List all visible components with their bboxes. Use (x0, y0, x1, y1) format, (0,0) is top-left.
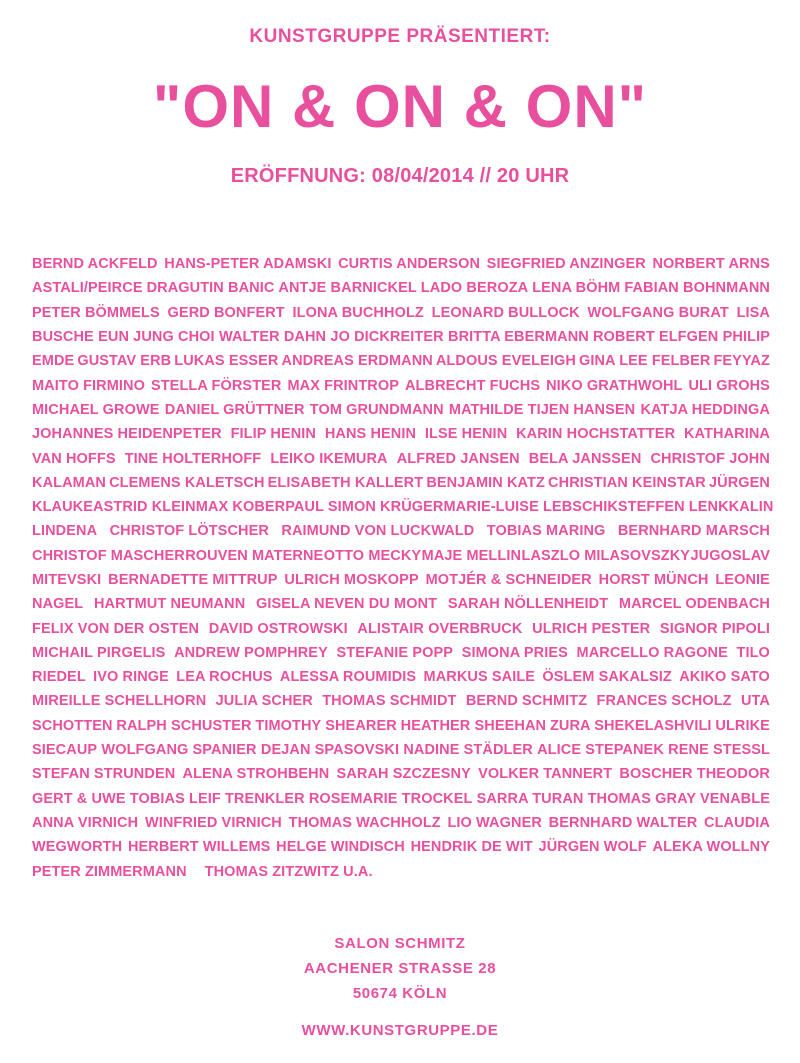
artist-line (32, 349, 770, 373)
artist-name: ALFRED JANSEN (396, 450, 520, 467)
artist-name: MARCEL ODENBACH (618, 596, 770, 613)
artist-line (32, 422, 770, 446)
artist-line (32, 665, 770, 689)
artist-name: BERNADETTE MITTRUP (108, 572, 278, 588)
artist-name: DANIEL GRÜTTNER (164, 401, 305, 418)
artist-name: HARTMUT NEUMANN (93, 596, 246, 613)
artist-name: HENDRIK DE WIT (410, 839, 533, 856)
artist-name: BELA JANSSEN (528, 450, 642, 467)
artist-name: NIKO GRATHWOHL (546, 377, 683, 394)
artist-name: MAX FRINTROP (287, 377, 400, 394)
artist-name: LADO BEROZA (420, 280, 529, 297)
artist-line (32, 714, 770, 738)
artist-name: HANS-PETER ADAMSKI (164, 256, 332, 273)
artist-name: TIMOTHY SHEARER (255, 717, 397, 734)
artist-name: MAX KOBER (195, 499, 286, 516)
artist-line (32, 325, 770, 349)
artist-name: WEGWORTH (32, 839, 123, 856)
opening-date-line: ERÖFFNUNG: 08/04/2014 // 20 UHR (230, 165, 570, 187)
artist-name: KATHARINA (683, 426, 770, 443)
artist-name: ULRICH MOSKOPP (284, 572, 419, 588)
artist-name: MICHAEL GROWE (32, 401, 160, 418)
artist-name: UTA (740, 693, 770, 710)
artist-name: SARAH SZCZESNY (336, 766, 471, 783)
artist-name: OTTO MECKY (323, 547, 422, 564)
artist-name: RALPH SCHUSTER (116, 717, 252, 734)
artist-name: JUGOSLAV (690, 547, 770, 564)
artist-name: SCHOTTEN (32, 717, 113, 734)
artist-line (32, 859, 770, 883)
artist-name: PETER ZIMMERMANN (32, 863, 187, 880)
artist-name: HEATHER SHEEHAN (400, 717, 547, 734)
presenter-line: KUNSTGRUPPE PRÄSENTIERT: (249, 26, 551, 47)
artist-name: ANDREAS ERDMANN (281, 353, 433, 370)
artist-name: CHRISTOF JOHN (650, 450, 770, 467)
artist-name: CHRISTOF MASCHER (32, 547, 185, 564)
artist-name: MICHAIL PIRGELIS (32, 644, 166, 661)
artist-name: WOLFGANG SPANIER (101, 742, 257, 759)
artist-name: FILIP HENIN (230, 426, 316, 443)
artist-line (32, 762, 770, 786)
artist-name: RIEDEL (32, 669, 86, 686)
artist-name: EMDE (32, 353, 75, 370)
artist-line (32, 301, 770, 325)
artist-name: HANS HENIN (324, 426, 417, 443)
artist-name: LEIF TRENKLER (189, 790, 305, 807)
artist-name: FRANCES SCHOLZ (596, 693, 732, 710)
artist-line (32, 471, 770, 495)
artist-name: SIMONA PRIES (461, 644, 568, 661)
artist-name: MARCELLO RAGONE (576, 644, 728, 661)
artist-name: THOMAS SCHMIDT (322, 693, 457, 710)
artist-name: BERNHARD MARSCH (617, 523, 770, 540)
artist-name: BENJAMIN KATZ (426, 474, 545, 491)
artist-name: TOM GRUNDMANN (309, 401, 444, 418)
artist-name: WOLFGANG BURAT (587, 304, 729, 321)
venue-street: AACHENER STRASSE 28 (303, 960, 497, 977)
artist-name: SARAH NÖLLENHEIDT (447, 596, 609, 613)
artist-name: EUN JUNG CHOI (98, 329, 215, 346)
artist-name: ALENA STROHBEHN (182, 766, 330, 783)
artist-name: LIO WAGNER (447, 814, 542, 831)
artist-line (32, 276, 770, 300)
venue-city: 50674 KÖLN (352, 985, 448, 1002)
artist-name: BERND ACKFELD (32, 256, 158, 273)
artist-list (32, 252, 774, 884)
artist-name: ASTALI/PEIRCE (32, 280, 143, 297)
artist-name: KLAUKE (32, 499, 94, 516)
artist-line (32, 446, 770, 470)
artist-name: LEA ROCHUS (176, 669, 273, 686)
artist-name: AKIKO SATO (679, 669, 770, 686)
artist-name: DAVID OSTROWSKI (208, 620, 348, 637)
artist-name: CLAUDIA (704, 814, 770, 831)
artist-name: VOLKER TANNERT (478, 766, 613, 783)
artist-name: MARIE-LUISE LEBSCHIK (443, 499, 618, 516)
artist-name: HERBERT WILLEMS (127, 839, 271, 856)
artist-name: ULRIKE (715, 717, 770, 734)
artist-name: JOHANNES HEIDENPETER (32, 426, 222, 443)
artist-line (32, 738, 770, 762)
artist-name: GERT & UWE TOBIAS (32, 790, 185, 807)
artist-name: MAJE MELLIN (421, 547, 522, 564)
artist-name: LEONARD BULLOCK (431, 304, 580, 321)
artist-name: LEONIE (715, 572, 770, 588)
artist-name: BOSCHER THEODOR (619, 766, 770, 783)
artist-name: ANNA VIRNICH (32, 814, 139, 831)
artist-name: SARRA TURAN (476, 790, 584, 807)
artist-name: NADINE STÄDLER (403, 742, 533, 759)
artist-name: BUSCHE (32, 329, 94, 346)
artist-name: BERND SCHMITZ (465, 693, 588, 710)
artist-name: BRITTA EBERMANN ROBERT ELFGEN (448, 329, 719, 346)
artist-name: ALISTAIR OVERBRUCK (357, 620, 523, 637)
artist-line (32, 252, 770, 276)
artist-name: JO DICKREITER (330, 329, 444, 346)
artist-name: ULI GROHS (688, 377, 770, 394)
artist-name: WALTER DAHN (218, 329, 327, 346)
artist-name: LASZLO MILASOVSZKY (521, 547, 691, 564)
exhibition-title: "ON & ON & ON" (152, 73, 648, 140)
artist-name: CURTIS ANDERSON (338, 256, 481, 273)
artist-name: MOTJÉR & SCHNEIDER (425, 572, 592, 588)
venue-name: SALON SCHMITZ (334, 935, 466, 952)
artist-name: JÜRGEN WOLF (538, 839, 647, 856)
artist-name: CHRISTOF LÖTSCHER (109, 523, 269, 540)
artist-name: CLEMENS KALETSCH (109, 474, 265, 491)
artist-name: STEFFEN LENK (617, 499, 729, 516)
artist-name: STEFANIE POPP (336, 644, 454, 661)
artist-name: ANDREW POMPHREY (174, 644, 328, 661)
artist-name: STELLA FÖRSTER (150, 377, 282, 394)
artist-name: ÖSLEM SAKALSIZ (542, 669, 672, 686)
artist-name: PETER BÖMMELS (32, 304, 160, 321)
artist-name: JULIA SCHER (215, 693, 313, 710)
artist-name: LISA (736, 304, 770, 321)
artist-name: MIREILLE SCHELLHORN (32, 693, 207, 710)
artist-line (32, 592, 770, 616)
artist-name: MATHILDE TIJEN HANSEN (448, 401, 636, 418)
artist-line (32, 544, 770, 568)
venue-block (0, 931, 800, 1006)
artist-name: ALDOUS EVELEIGH (435, 353, 576, 370)
artist-line (32, 641, 770, 665)
artist-name: SIGNOR PIPOLI (659, 620, 770, 637)
artist-name: LINDENA (32, 523, 98, 540)
artist-line (32, 568, 770, 592)
artist-name: ALICE STEPANEK (537, 742, 664, 759)
artist-name: ELISABETH KALLERT (267, 474, 424, 491)
artist-name: ALESSA ROUMIDIS (279, 669, 417, 686)
website-url: WWW.KUNSTGRUPPE.DE (301, 1022, 499, 1039)
artist-name: GUSTAV ERB (77, 353, 172, 370)
artist-line (32, 787, 770, 811)
artist-name: ZURA SHEKELASHVILI (549, 717, 712, 734)
artist-name: ILSE HENIN (424, 426, 508, 443)
artist-name: FEYYAZ (713, 353, 770, 370)
artist-name: GINA LEE FELBER (578, 353, 711, 370)
artist-name: TOBIAS MARING (486, 523, 606, 540)
artist-name: JÜRGEN (708, 474, 770, 491)
artist-line (32, 616, 770, 640)
artist-line (32, 398, 770, 422)
artist-name: PAUL SIMON KRÜGER (285, 499, 444, 516)
artist-name: MITEVSKI (32, 572, 102, 588)
artist-name: BERNHARD WALTER (548, 814, 698, 831)
artist-line (32, 519, 770, 543)
artist-name: STEFAN STRUNDEN (32, 766, 176, 783)
artist-name: ILONA BUCHHOLZ (292, 304, 424, 321)
artist-name: ROUVEN MATERNE (185, 547, 324, 564)
artist-name: IVO RINGE (93, 669, 169, 686)
artist-name: ASTRID KLEIN (93, 499, 196, 516)
artist-name: PHILIP (722, 329, 770, 346)
artist-name: KALAMAN (32, 474, 106, 491)
artist-name: ULRICH PESTER (532, 620, 651, 637)
artist-name: KATJA HEDDINGA (640, 401, 770, 418)
artist-name: LUKAS ESSER (174, 353, 279, 370)
artist-line (32, 689, 770, 713)
artist-name: VAN HOFFS (32, 450, 116, 467)
artist-name: LEIKO IKEMURA (270, 450, 388, 467)
artist-name: CHRISTIAN KEINSTAR (548, 474, 706, 491)
artist-name: GISELA NEVEN DU MONT (255, 596, 438, 613)
artist-name: HELGE WINDISCH (276, 839, 405, 856)
artist-name: FABIAN BOHNMANN (624, 280, 770, 297)
artist-name: THOMAS WACHHOLZ (288, 814, 441, 831)
artist-name: MAITO FIRMINO (32, 377, 145, 394)
artist-line (32, 835, 770, 859)
artist-name: THOMAS ZITZWITZ U.A. (204, 863, 373, 880)
artist-name: SIECAUP (32, 742, 98, 759)
artist-name: ALEKA WOLLNY (652, 839, 770, 856)
artist-name: ALBRECHT FUCHS (404, 377, 541, 394)
artist-name: RENE STESSL (668, 742, 770, 759)
artist-line (32, 811, 770, 835)
artist-name: SIEGFRIED ANZINGER (486, 256, 646, 273)
artist-name: TILO (736, 644, 770, 661)
artist-name: ANTJE BARNICKEL (278, 280, 417, 297)
artist-name: RAIMUND VON LUCKWALD (281, 523, 475, 540)
artist-name: MARKUS SAILE (423, 669, 536, 686)
artist-name: DRAGUTIN BANIC (146, 280, 275, 297)
artist-line (32, 495, 774, 519)
artist-name: ROSEMARIE TROCKEL (308, 790, 473, 807)
artist-name: GERD BONFERT (167, 304, 285, 321)
artist-name: NORBERT ARNS (652, 256, 770, 273)
artist-line (32, 373, 770, 397)
artist-name: WINFRIED VIRNICH (144, 814, 282, 831)
artist-name: KARIN HOCHSTATTER (516, 426, 676, 443)
artist-name: HORST MÜNCH (598, 572, 709, 588)
artist-name: LENA BÖHM (532, 280, 621, 297)
artist-name: NAGEL (32, 596, 84, 613)
artist-name: FELIX VON DER OSTEN (32, 620, 200, 637)
artist-name: THOMAS GRAY VENABLE (587, 790, 770, 807)
artist-name: DEJAN SPASOVSKI (260, 742, 400, 759)
artist-name: TINE HOLTERHOFF (124, 450, 262, 467)
artist-name: KALIN (728, 499, 774, 516)
